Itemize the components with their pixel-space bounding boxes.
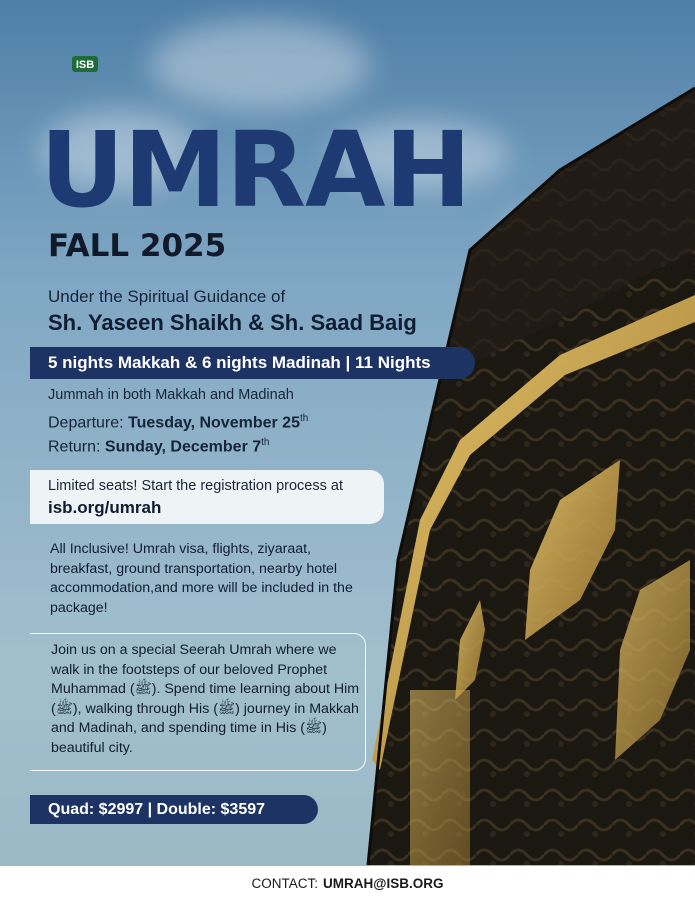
pricing-banner bbox=[30, 795, 318, 824]
scholars-names: Sh. Yaseen Shaikh & Sh. Saad Baig bbox=[48, 310, 417, 335]
return-suffix: th bbox=[261, 437, 270, 448]
guidance-label: Under the Spiritual Guidance of bbox=[48, 287, 286, 306]
return-date: Sunday, December 7 bbox=[104, 438, 262, 456]
jummah-note: Jummah in both Makkah and Madinah bbox=[48, 387, 294, 403]
duration-banner bbox=[30, 347, 475, 379]
contact-label: CONTACT: bbox=[251, 875, 319, 891]
registration-link[interactable]: isb.org/umrah bbox=[48, 498, 162, 517]
departure-date: Tuesday, November 25 bbox=[128, 414, 300, 432]
contact-email[interactable]: UMRAH@ISB.ORG bbox=[323, 875, 444, 891]
join-description: Join us on a special Seerah Umrah where we walk in the footsteps of our beloved Prophet Muhammad (ﷺ). Spend time learning about Him (ﷺ), walking through His (ﷺ) journey in Makkah and Madinah, and spending time in His (ﷺ) beautiful city. bbox=[51, 642, 360, 756]
departure-label: Departure: bbox=[48, 414, 124, 432]
page-title: UMRAH bbox=[40, 109, 471, 231]
registration-text: Limited seats! Start the registration process at bbox=[48, 478, 343, 494]
departure-line bbox=[48, 413, 308, 432]
departure-suffix: th bbox=[299, 413, 309, 424]
isb-logo-icon bbox=[50, 38, 104, 88]
registration-box bbox=[30, 470, 384, 524]
contact-footer bbox=[0, 866, 695, 900]
return-line bbox=[48, 437, 269, 456]
pricing-text: Quad: $2997 | Double: $3597 bbox=[48, 800, 266, 818]
duration-text: 5 nights Makkah & 6 nights Madinah | 11 Nights bbox=[48, 353, 431, 372]
page-subtitle: FALL 2025 bbox=[48, 228, 227, 264]
logo-text: ISB bbox=[75, 59, 95, 71]
return-label: Return: bbox=[48, 438, 101, 456]
inclusive-description: All Inclusive! Umrah visa, flights, ziyaraat, breakfast, ground transportation, nearby hotel accommodation,and more will be included in the package! bbox=[50, 541, 353, 616]
